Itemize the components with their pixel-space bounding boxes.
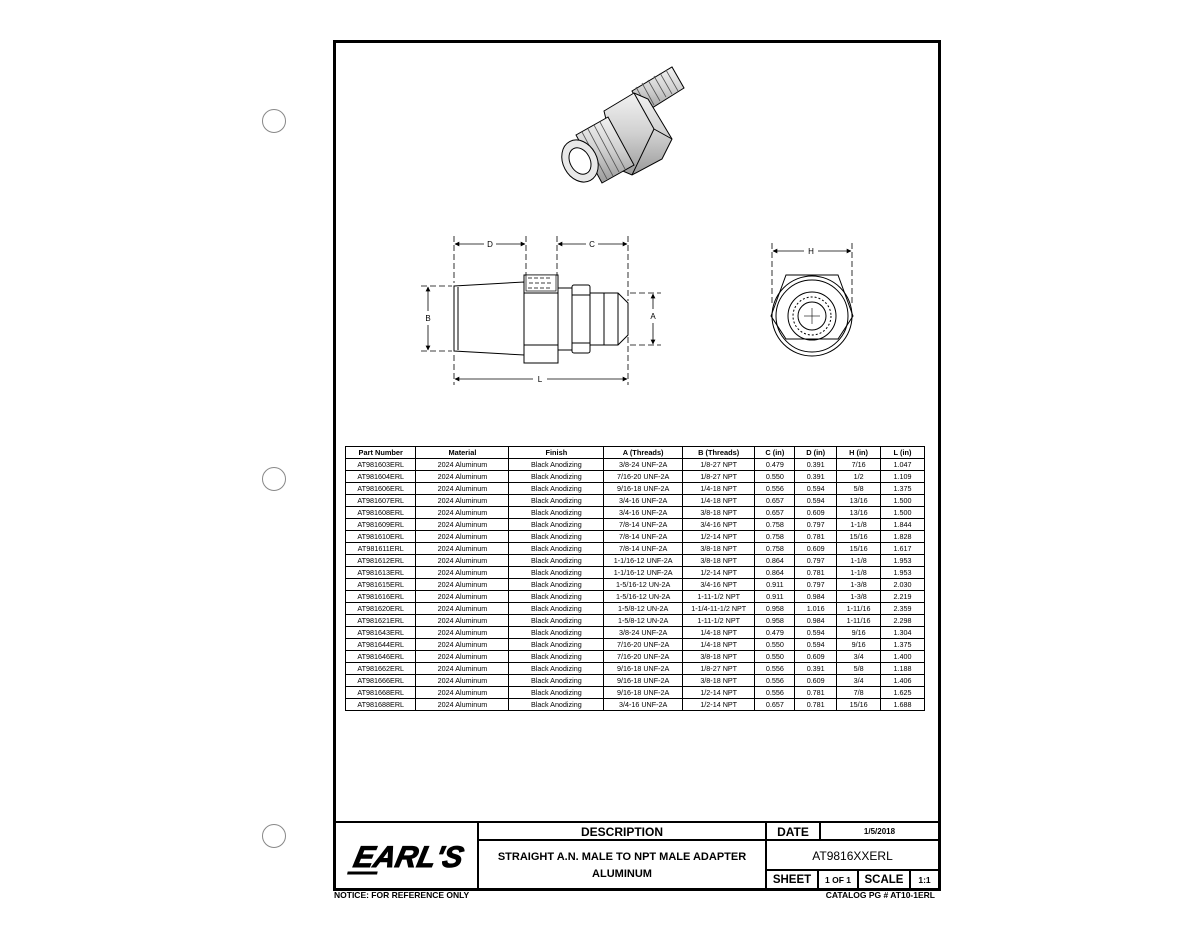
table-cell: 1/2-14 NPT <box>682 531 755 543</box>
table-cell: 2024 Aluminum <box>416 627 509 639</box>
table-cell: 1.688 <box>881 699 925 711</box>
table-cell: AT981613ERL <box>346 567 416 579</box>
technical-drawings <box>336 43 938 443</box>
table-cell: 5/8 <box>837 663 881 675</box>
table-cell: 1/2-14 NPT <box>682 699 755 711</box>
table-cell: 0.797 <box>795 519 837 531</box>
date-value: 1/5/2018 <box>821 823 938 841</box>
table-row <box>346 591 925 603</box>
table-row <box>346 507 925 519</box>
table-cell: 0.609 <box>795 543 837 555</box>
table-cell: 15/16 <box>837 699 881 711</box>
dim-label-l: L <box>537 375 543 384</box>
fitting-side-view <box>454 275 628 363</box>
table-cell: 2.359 <box>881 603 925 615</box>
table-cell: 0.657 <box>755 699 795 711</box>
table-cell: 0.550 <box>755 651 795 663</box>
table-cell: 1-1/8 <box>837 567 881 579</box>
table-cell: 7/8-14 UNF-2A <box>604 531 683 543</box>
table-row <box>346 495 925 507</box>
table-cell: Black Anodizing <box>509 519 604 531</box>
table-cell: Black Anodizing <box>509 555 604 567</box>
table-cell: 0.781 <box>795 531 837 543</box>
column-header: L (in) <box>881 447 925 459</box>
dim-label-d: D <box>487 240 493 249</box>
table-cell: 2024 Aluminum <box>416 567 509 579</box>
table-cell: 2024 Aluminum <box>416 675 509 687</box>
table-cell: 2024 Aluminum <box>416 483 509 495</box>
table-cell: 1.016 <box>795 603 837 615</box>
table-cell: 9/16-18 UNF-2A <box>604 663 683 675</box>
table-row <box>346 519 925 531</box>
table-cell: Black Anodizing <box>509 591 604 603</box>
table-cell: 1-3/8 <box>837 591 881 603</box>
title-block <box>336 821 938 890</box>
table-cell: 3/8-18 NPT <box>682 507 755 519</box>
table-cell: 1.953 <box>881 555 925 567</box>
table-cell: 0.594 <box>795 495 837 507</box>
table-cell: AT981616ERL <box>346 591 416 603</box>
table-cell: 1.828 <box>881 531 925 543</box>
table-cell: 0.594 <box>795 639 837 651</box>
table-cell: AT981666ERL <box>346 675 416 687</box>
table-cell: Black Anodizing <box>509 579 604 591</box>
sheet-value: 1 OF 1 <box>819 871 859 890</box>
date-label: DATE <box>767 823 821 841</box>
table-cell: AT981612ERL <box>346 555 416 567</box>
table-cell: 0.594 <box>795 627 837 639</box>
table-cell: 5/8 <box>837 483 881 495</box>
table-cell: 0.911 <box>755 591 795 603</box>
table-cell: 1/2-14 NPT <box>682 687 755 699</box>
table-cell: 9/16-18 UNF-2A <box>604 483 683 495</box>
table-cell: 3/4 <box>837 675 881 687</box>
column-header: A (Threads) <box>604 447 683 459</box>
description-text <box>479 841 767 890</box>
table-cell: 3/8-18 NPT <box>682 555 755 567</box>
table-cell: 2.219 <box>881 591 925 603</box>
table-cell: 13/16 <box>837 507 881 519</box>
table-cell: Black Anodizing <box>509 603 604 615</box>
table-header-row <box>346 447 925 459</box>
fitting-end-view <box>771 275 853 356</box>
table-cell: AT981688ERL <box>346 699 416 711</box>
table-cell: 7/16 <box>837 459 881 471</box>
table-row <box>346 555 925 567</box>
table-cell: 2.298 <box>881 615 925 627</box>
table-cell: 1-11/16 <box>837 615 881 627</box>
table-cell: 0.657 <box>755 495 795 507</box>
table-cell: 2024 Aluminum <box>416 555 509 567</box>
table-cell: 1-1/8 <box>837 555 881 567</box>
table-cell: AT981668ERL <box>346 687 416 699</box>
table-cell: 0.391 <box>795 459 837 471</box>
table-cell: 1-1/8 <box>837 519 881 531</box>
table-cell: Black Anodizing <box>509 495 604 507</box>
table-row <box>346 699 925 711</box>
description-line-2: ALUMINUM <box>592 868 652 880</box>
table-cell: 1.109 <box>881 471 925 483</box>
table-cell: 1-1/16-12 UNF-2A <box>604 555 683 567</box>
table-cell: 0.984 <box>795 591 837 603</box>
table-cell: AT981662ERL <box>346 663 416 675</box>
table-cell: Black Anodizing <box>509 483 604 495</box>
table-cell: AT981621ERL <box>346 615 416 627</box>
table-cell: 0.609 <box>795 651 837 663</box>
table-cell: Black Anodizing <box>509 639 604 651</box>
table-cell: 3/8-18 NPT <box>682 675 755 687</box>
scale-label: SCALE <box>859 871 911 890</box>
table-cell: 1/8-27 NPT <box>682 471 755 483</box>
table-cell: 1-5/16-12 UN-2A <box>604 579 683 591</box>
brand-logo-cell <box>336 823 479 890</box>
table-cell: Black Anodizing <box>509 531 604 543</box>
table-cell: 7/16-20 UNF-2A <box>604 639 683 651</box>
table-cell: 1-5/8-12 UN-2A <box>604 603 683 615</box>
table-cell: Black Anodizing <box>509 459 604 471</box>
column-header: Part Number <box>346 447 416 459</box>
fitting-isometric-render <box>555 67 684 188</box>
dim-label-a: A <box>650 312 656 321</box>
table-cell: 0.781 <box>795 567 837 579</box>
table-cell: 0.781 <box>795 687 837 699</box>
table-cell: 2024 Aluminum <box>416 699 509 711</box>
table-cell: 1.375 <box>881 483 925 495</box>
table-cell: 2024 Aluminum <box>416 471 509 483</box>
table-cell: 0.864 <box>755 555 795 567</box>
table-cell: 1.047 <box>881 459 925 471</box>
table-cell: Black Anodizing <box>509 507 604 519</box>
table-cell: 7/8 <box>837 687 881 699</box>
table-row <box>346 651 925 663</box>
table-cell: 2024 Aluminum <box>416 687 509 699</box>
table-cell: 7/8-14 UNF-2A <box>604 519 683 531</box>
table-body <box>346 459 925 711</box>
table-cell: 0.758 <box>755 543 795 555</box>
table-row <box>346 579 925 591</box>
table-cell: 0.556 <box>755 675 795 687</box>
table-cell: 0.911 <box>755 579 795 591</box>
table-cell: Black Anodizing <box>509 615 604 627</box>
table-row <box>346 531 925 543</box>
reference-notice: NOTICE: FOR REFERENCE ONLY <box>334 890 470 900</box>
table-cell: Black Anodizing <box>509 699 604 711</box>
table-cell: 0.556 <box>755 663 795 675</box>
table-cell: 2024 Aluminum <box>416 507 509 519</box>
table-cell: 3/4-16 NPT <box>682 579 755 591</box>
table-cell: 13/16 <box>837 495 881 507</box>
table-cell: 0.758 <box>755 519 795 531</box>
description-label: DESCRIPTION <box>479 823 767 841</box>
table-cell: 0.391 <box>795 471 837 483</box>
column-header: H (in) <box>837 447 881 459</box>
catalog-page: CATALOG PG # AT10-1ERL <box>825 890 935 900</box>
table-cell: 1.375 <box>881 639 925 651</box>
table-cell: 0.391 <box>795 663 837 675</box>
table-row <box>346 663 925 675</box>
table-cell: 1-11-1/2 NPT <box>682 615 755 627</box>
scale-value: 1:1 <box>918 875 931 885</box>
binder-hole-bottom <box>262 824 286 848</box>
table-cell: 0.657 <box>755 507 795 519</box>
table-row <box>346 471 925 483</box>
table-cell: 0.594 <box>795 483 837 495</box>
dim-label-c: C <box>589 240 595 249</box>
table-cell: AT981620ERL <box>346 603 416 615</box>
table-cell: Black Anodizing <box>509 543 604 555</box>
table-cell: 0.797 <box>795 579 837 591</box>
table-cell: 1.400 <box>881 651 925 663</box>
table-cell: Black Anodizing <box>509 663 604 675</box>
table-cell: 0.984 <box>795 615 837 627</box>
table-cell: 1.188 <box>881 663 925 675</box>
table-cell: 2.030 <box>881 579 925 591</box>
table-cell: 0.797 <box>795 555 837 567</box>
table-row <box>346 627 925 639</box>
table-cell: 1.844 <box>881 519 925 531</box>
table-cell: AT981607ERL <box>346 495 416 507</box>
table-cell: 1-3/8 <box>837 579 881 591</box>
table-cell: 2024 Aluminum <box>416 531 509 543</box>
table-cell: 7/16-20 UNF-2A <box>604 471 683 483</box>
table-cell: 7/16-20 UNF-2A <box>604 651 683 663</box>
binder-hole-middle <box>262 467 286 491</box>
table-cell: 1/2 <box>837 471 881 483</box>
table-cell: 1/4-18 NPT <box>682 639 755 651</box>
table-row <box>346 543 925 555</box>
binder-hole-top <box>262 109 286 133</box>
table-cell: 3/4-16 UNF-2A <box>604 507 683 519</box>
table-cell: AT981604ERL <box>346 471 416 483</box>
table-cell: 2024 Aluminum <box>416 543 509 555</box>
table-cell: AT981609ERL <box>346 519 416 531</box>
table-cell: AT981615ERL <box>346 579 416 591</box>
table-cell: Black Anodizing <box>509 651 604 663</box>
table-cell: AT981611ERL <box>346 543 416 555</box>
table-cell: 0.479 <box>755 627 795 639</box>
dim-label-h: H <box>808 247 814 256</box>
table-cell: 1/8-27 NPT <box>682 459 755 471</box>
table-cell: 2024 Aluminum <box>416 519 509 531</box>
logo-text: EARL'S <box>350 841 467 874</box>
table-cell: 2024 Aluminum <box>416 591 509 603</box>
table-cell: Black Anodizing <box>509 675 604 687</box>
table-cell: 9/16 <box>837 639 881 651</box>
column-header: C (in) <box>755 447 795 459</box>
table-cell: 3/8-24 UNF-2A <box>604 627 683 639</box>
table-cell: 9/16-18 UNF-2A <box>604 675 683 687</box>
table-cell: 1.953 <box>881 567 925 579</box>
table-cell: 1-1/4-11-1/2 NPT <box>682 603 755 615</box>
table-cell: 0.958 <box>755 603 795 615</box>
table-cell: 2024 Aluminum <box>416 615 509 627</box>
table-cell: 3/4-16 NPT <box>682 519 755 531</box>
table-cell: Black Anodizing <box>509 567 604 579</box>
column-header: D (in) <box>795 447 837 459</box>
table-cell: 9/16 <box>837 627 881 639</box>
table-row <box>346 603 925 615</box>
table-cell: 1.625 <box>881 687 925 699</box>
table-cell: 0.550 <box>755 471 795 483</box>
table-cell: AT981646ERL <box>346 651 416 663</box>
table-cell: 1/4-18 NPT <box>682 627 755 639</box>
table-cell: 2024 Aluminum <box>416 579 509 591</box>
table-cell: 0.864 <box>755 567 795 579</box>
table-cell: 7/8-14 UNF-2A <box>604 543 683 555</box>
table-cell: 0.758 <box>755 531 795 543</box>
table-cell: AT981608ERL <box>346 507 416 519</box>
table-cell: 3/8-18 NPT <box>682 543 755 555</box>
column-header: Finish <box>509 447 604 459</box>
table-row <box>346 675 925 687</box>
table-cell: AT981643ERL <box>346 627 416 639</box>
table-cell: 1-11/16 <box>837 603 881 615</box>
table-cell: 0.781 <box>795 699 837 711</box>
table-cell: 2024 Aluminum <box>416 663 509 675</box>
table-cell: 0.609 <box>795 675 837 687</box>
column-header: Material <box>416 447 509 459</box>
part-number: AT9816XXERL <box>767 841 938 871</box>
table-cell: 1.304 <box>881 627 925 639</box>
table-cell: 0.609 <box>795 507 837 519</box>
table-cell: 15/16 <box>837 531 881 543</box>
table-row <box>346 639 925 651</box>
table-cell: 0.556 <box>755 687 795 699</box>
table-cell: 1.500 <box>881 495 925 507</box>
sheet-label: SHEET <box>767 871 819 890</box>
table-cell: 3/8-24 UNF-2A <box>604 459 683 471</box>
table-cell: 1.617 <box>881 543 925 555</box>
table-cell: AT981644ERL <box>346 639 416 651</box>
table-cell: 0.958 <box>755 615 795 627</box>
table-cell: 0.479 <box>755 459 795 471</box>
table-cell: 2024 Aluminum <box>416 495 509 507</box>
table-row <box>346 483 925 495</box>
table-cell: 2024 Aluminum <box>416 459 509 471</box>
table-cell: 1/4-18 NPT <box>682 495 755 507</box>
description-line-1: STRAIGHT A.N. MALE TO NPT MALE ADAPTER <box>497 851 747 863</box>
table-cell: 3/4 <box>837 651 881 663</box>
table-cell: Black Anodizing <box>509 471 604 483</box>
table-row <box>346 615 925 627</box>
table-cell: 1-11-1/2 NPT <box>682 591 755 603</box>
table-cell: 3/4-16 UNF-2A <box>604 495 683 507</box>
table-row <box>346 687 925 699</box>
table-cell: 15/16 <box>837 543 881 555</box>
table-cell: AT981603ERL <box>346 459 416 471</box>
table-cell: 3/8-18 NPT <box>682 651 755 663</box>
table-row <box>346 459 925 471</box>
table-cell: 1-5/8-12 UN-2A <box>604 615 683 627</box>
table-cell: Black Anodizing <box>509 627 604 639</box>
table-cell: 9/16-18 UNF-2A <box>604 687 683 699</box>
earls-logo <box>336 823 477 890</box>
table-row <box>346 567 925 579</box>
dim-label-b: B <box>425 314 431 323</box>
table-cell: 1/2-14 NPT <box>682 567 755 579</box>
specification-table <box>345 446 925 711</box>
table-cell: 1/4-18 NPT <box>682 483 755 495</box>
table-cell: 0.550 <box>755 639 795 651</box>
table-cell: 2024 Aluminum <box>416 639 509 651</box>
table-cell: 2024 Aluminum <box>416 651 509 663</box>
table-cell: 1/8-27 NPT <box>682 663 755 675</box>
table-cell: AT981606ERL <box>346 483 416 495</box>
table-cell: 1.406 <box>881 675 925 687</box>
table-cell: 0.556 <box>755 483 795 495</box>
table-cell: AT981610ERL <box>346 531 416 543</box>
drawing-sheet <box>333 40 941 891</box>
table-cell: 2024 Aluminum <box>416 603 509 615</box>
table-cell: 1-5/16-12 UN-2A <box>604 591 683 603</box>
table-cell: 3/4-16 UNF-2A <box>604 699 683 711</box>
table-cell: 1-1/16-12 UNF-2A <box>604 567 683 579</box>
column-header: B (Threads) <box>682 447 755 459</box>
table-cell: 1.500 <box>881 507 925 519</box>
table-cell: Black Anodizing <box>509 687 604 699</box>
